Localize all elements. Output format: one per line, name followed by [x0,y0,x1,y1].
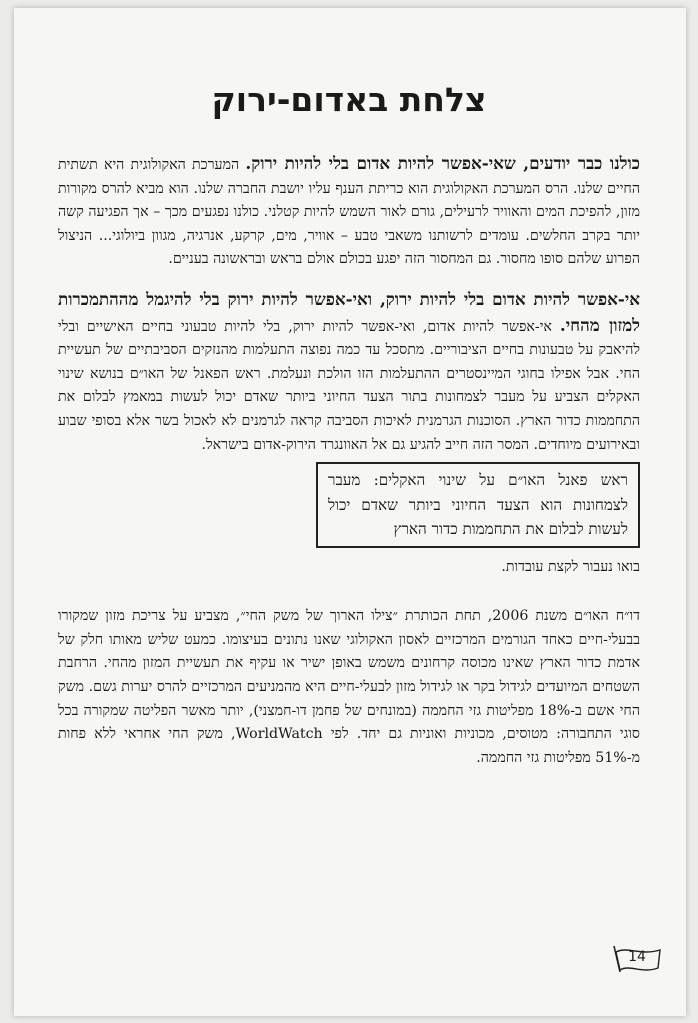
page-content [58,8,640,770]
book-page [14,8,686,1016]
paragraph-vegan-body: אי-אפשר להיות אדום, ואי-אפשר להיות ירוק, בלי להיות טבעוני בחיים האישיים ובלי להיאבק על טבעונות בחיים הציבוריים. מתסכל עד כמה נפוצה התעלמות מהנזקים הסביבתיים של תעשיית החי. אבל אפילו בחוגי המיינסטרים ההתעלמות הזו הולכת ונעלמת. ראש הפאנל של האו״ם בנושא שינוי האקלים הצביע על מעבר לצמחונות בתור הצעד החיוני ביותר שאדם יכול לעשות במאמץ לבלום את התחממות כדור הארץ. הסוכנות הגרמנית לאיכות הסביבה קראה לגרמנים לא לאכול בשר אלא בסופי שבוע ובאירועים מיוחדים. המסר הזה חייב להגיע גם אל האוונגרד הירוק-אדום בישראל. [58,318,640,453]
page-title: צלחת באדום-ירוק [211,80,487,119]
paragraph-vegan-lead: אי-אפשר להיות אדום בלי להיות ירוק, ואי-אפשר להיות ירוק בלי להיגמל מההתמכרות למזון מהחי. [58,288,640,335]
page-number: 14 [628,949,646,965]
page-number-flag [608,942,664,976]
paragraph-vegan [58,288,640,457]
pull-quote-box: ראש פאנל האו״ם על שינוי האקלים: מעבר לצמחונות הוא הצעד החיוני ביותר שאדם יכול לעשות לבלום את התחממות כדור הארץ [316,462,640,548]
paragraph-facts-intro: בואו נעבור לקצת עובדות. [501,558,640,575]
paragraph-un-report: דו״ח האו״ם משנת 2006, תחת הכותרת ״צילו הארוך של משק החי״, מצביע על צריכת מזון שמקורו בבעלי-חיים כאחד הגורמים המרכזיים לאסון האקולוגי שאנו נתונים בעיצומו. כמעט שליש מאותו חלק של אדמת כדור הארץ שאינו מכוסה קרחונים משמש באופן ישיר או עקיף את תעשיית המזון מהחי. הרחבת השטחים המיועדים לגידול בקר או לגידול מזון לבעלי-חיים היא מהמניעים המרכזיים להרס יערות גשם. משק החי אשם ב-18% מפליטות גזי החממה (במונחים של פחמן דו-חמצני), יותר מאשר הפליטה שמקורה בכל סוגי התחבורה: מטוסים, מכוניות ואוניות גם יחד. לפי WorldWatch, משק החי אחראי ללא פחות מ-51% מפליטות גזי החממה. [58,608,640,766]
paragraph-intro [58,152,640,272]
paragraph-intro-lead: כולנו כבר יודעים, שאי-אפשר להיות אדום בלי להיות ירוק. [245,153,641,173]
paragraph-intro-body: המערכת האקולוגית היא תשתית החיים שלנו. הרס המערכת האקולוגית הוא כריתת הענף עליו יושבת החברה שלנו. הוא מביא להרס מקורות מזון, להפיכת המים והאוויר לרעילים, גורם לאור השמש להיות קטלני. כולנו נפגעים מכך – אך הפגיעה קשה יותר בקרב החלשים. עומדים לרשותנו משאבי טבע – אוויר, מים, קרקע, אנרגיה, מגוון ביולוגי... הניצול הפרוע שלהם סופו מחסור. גם המחסור הזה יפגע בכולם אולם בראש ובראשונה בעניים. [58,157,640,268]
